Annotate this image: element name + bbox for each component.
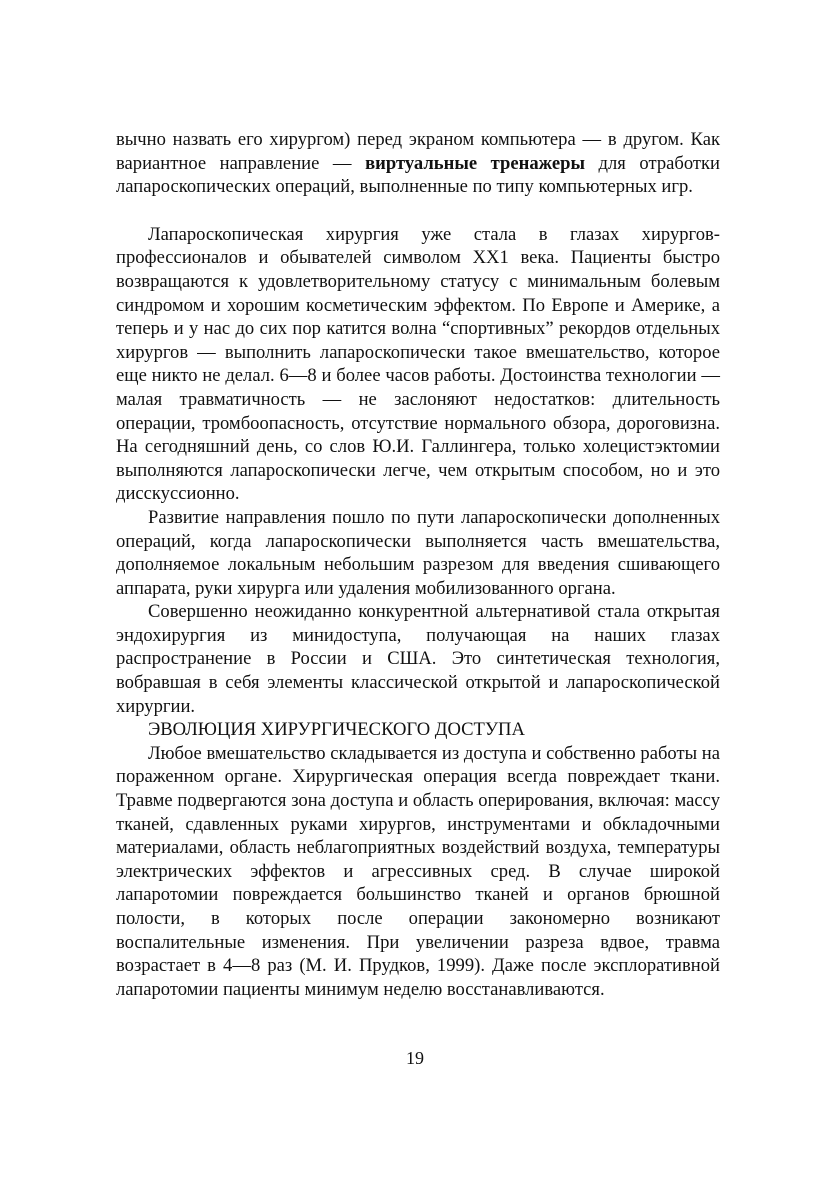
paragraph-continuation (116, 128, 720, 199)
document-page (116, 128, 720, 1001)
page-number: 19 (406, 1048, 424, 1068)
bold-term: виртуальные тренажеры (365, 152, 585, 174)
paragraph-laparoscopic-surgery: Лапароскопическая хирургия уже стала в глазах хирургов-профессионалов и обывателей символом XX1 века. Пациенты быстро возвращаются к удовлетворительному статусу с минимальным болевым синдромом и хорошим косметическим эффектом. По Европе и Америке, а теперь и у нас до сих пор катится волна “спортивных” рекордов отдельных хирургов — выполнить лапароскопически такое вмешательство, которое еще никто не делал. 6—8 и более часов работы. Достоинства технологии — малая травматичность — не заслоняют недостатков: длительность операции, тромбоопасность, отсутствие нормального обзора, дороговизна. На сегодняшний день, со слов Ю.И. Галлингера, только холецистэктомии выполняются лапароскопически легче, чем открытым способом, но и это дисскуссионно. (116, 223, 720, 505)
paragraph-text-after-bold: для отработки лапароскопических операций, выполненные по типу компьютерных игр. (116, 152, 720, 198)
paragraph-development: Развитие направления пошло по пути лапароскопически дополненных операций, когда лапароскопически выполняется часть вмешательства, дополняемое локальным небольшим разрезом для введения сшивающего аппарата, руки хирурга или удаления мобилизованного органа. (116, 506, 720, 599)
section-heading: ЭВОЛЮЦИЯ ХИРУРГИЧЕСКОГО ДОСТУПА (148, 719, 525, 741)
paragraph-surgical-access: Любое вмешательство складывается из доступа и собственно работы на пораженном органе. Хирургическая операция всегда повреждает ткани. Травме подвергаются зона доступа и область оперирования, включая: массу тканей, сдавленных руками хирургов, инструментами и обкладочными материалами, область неблагоприятных воздействий воздуха, температуры электрических эффектов и агрессивных сред. В случае широкой лапаротомии повреждается большинство тканей и органов брюшной полости, в которых после операции закономерно возникают воспалительные изменения. При увеличении разреза вдвое, травма возрастает в 4—8 раз (М. И. Прудков, 1999). Даже после эксплоративной лапаротомии пациенты минимум неделю восстанавливаются. (116, 742, 720, 1000)
paragraph-alternative: Совершенно неожиданно конкурентной альтернативой стала открытая эндохирургия из минидоступа, получающая на наших глазах распространение в России и США. Это синтетическая технология, вобравшая в себя элементы классической открытой и лапароскопической хирургии. (116, 601, 720, 717)
paragraph-text-before-bold: вычно назвать его хирургом) перед экраном компьютера — в другом. Как вариантное направление — (116, 129, 720, 174)
